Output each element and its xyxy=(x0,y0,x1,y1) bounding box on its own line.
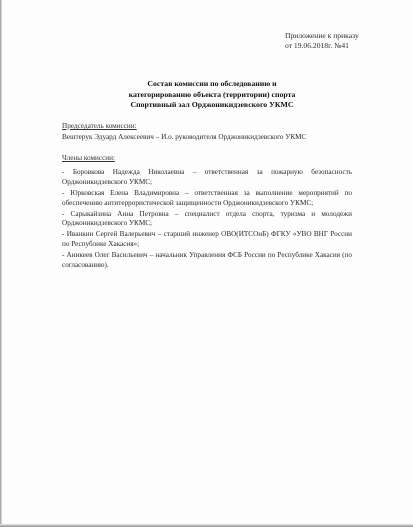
title-line-2: категорированию объекта (территории) спорта xyxy=(128,89,296,99)
member-item: - Сарыкайзина Анна Петровна – специалист отдела спорта, туризма и молодежи Орджоникидзевского УКМС; xyxy=(62,209,352,228)
title-line-1: Состав комиссии по обследованию и xyxy=(147,79,277,88)
document-title xyxy=(112,79,312,111)
members-list xyxy=(62,168,352,272)
annex-reference xyxy=(285,31,403,51)
chair-heading: Председатель комиссии: xyxy=(62,122,137,130)
annex-line-2: от 19.06.2018г. №41 xyxy=(285,41,349,50)
member-item: - Боровкова Надежда Николаевна – ответственная за пожарную безопасность Орджоникидзевского УКМС; xyxy=(62,168,352,186)
scan-edge-left xyxy=(0,0,2,527)
members-heading: Члены комиссии: xyxy=(62,154,115,162)
member-item: - Иванкин Сергей Валерьевич – старший инженер ОВО(ИТСОиБ) ФГКУ «УВО ВНГ России по Республике Хакасия»; xyxy=(62,230,352,249)
member-item: - Аникеев Олег Васильевич – начальник Управления ФСБ России по Республике Хакасия (по согласованию). xyxy=(62,251,352,269)
title-line-3: Спортивный зал Орджоникидзевского УКМС xyxy=(130,100,294,110)
chair-text: Вештерук Эдуард Алексеевич – И.о. руководителя Орджоникидзевского УКМС xyxy=(62,133,307,141)
member-item: - Юрковская Елена Владимировна – ответственная за выполнение мероприятий по обеспечению антитеррористической защищенности Орджоникидзевского УКМС; xyxy=(62,188,352,207)
annex-line-1: Приложение к приказу xyxy=(285,31,359,40)
